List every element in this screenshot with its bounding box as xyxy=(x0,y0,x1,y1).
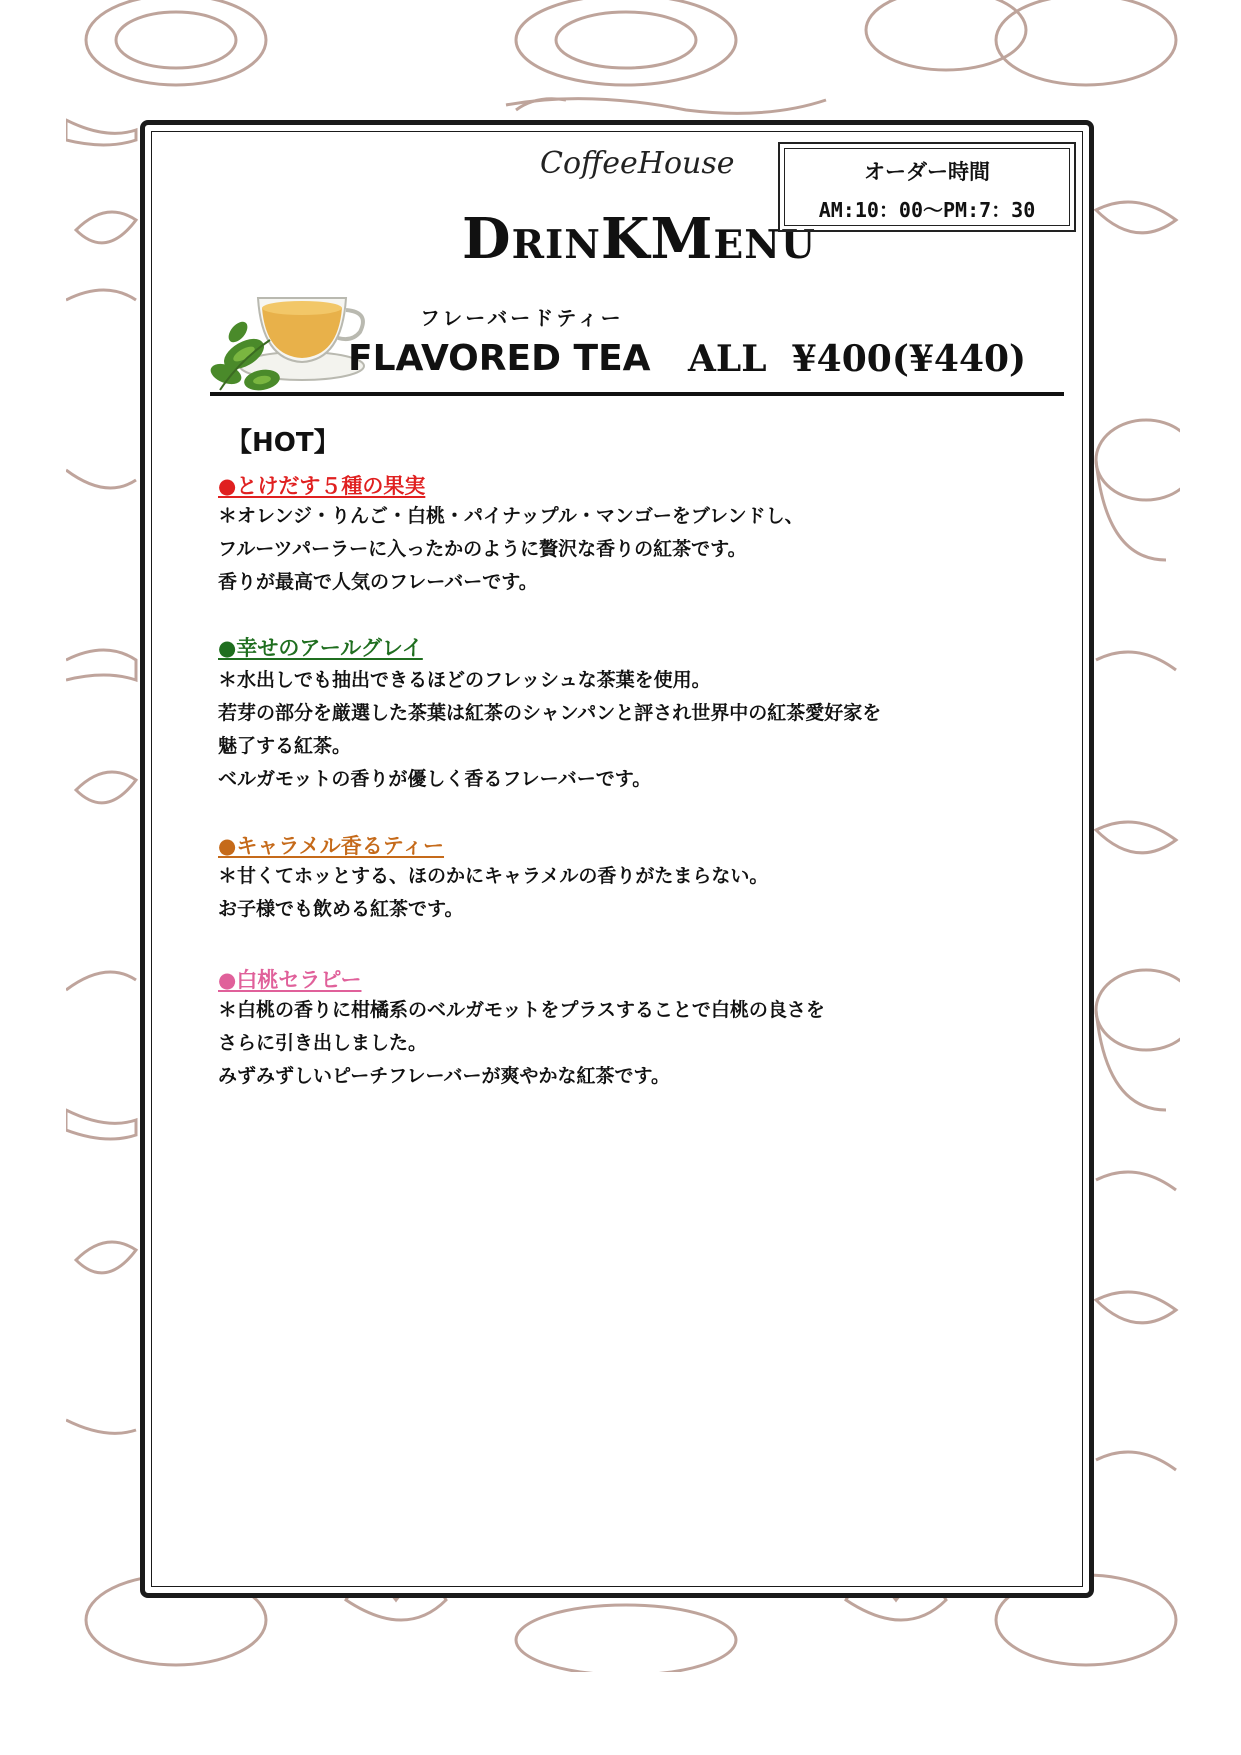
tea-section-price: ALL ¥400(¥440) xyxy=(688,338,1027,380)
brand-name: CoffeeHouse xyxy=(540,146,735,181)
order-hours-label: オーダー時間 xyxy=(864,160,990,184)
order-hours-box xyxy=(778,142,1076,232)
menu-item-name: ●白桃セラピー xyxy=(218,968,362,992)
section-divider xyxy=(210,392,1064,396)
menu-item-name: ●幸せのアールグレイ xyxy=(218,636,423,660)
menu-item-name: ●キャラメル香るティー xyxy=(218,834,445,858)
menu-item-description: ＊白桃の香りに柑橘系のベルガモットをプラスすることで白桃の良さを さらに引き出しました。 みずみずしいピーチフレーバーが爽やかな紅茶です。 xyxy=(218,999,825,1087)
tea-section-title: FLAVORED TEA xyxy=(348,338,651,379)
tea-cup-icon xyxy=(210,270,370,396)
menu-title: DrinKMenu xyxy=(462,206,816,272)
hot-label: 【HOT】 xyxy=(226,428,340,458)
order-hours-value: AM:10：00～PM:7：30 xyxy=(818,198,1036,222)
menu-item-description: ＊甘くてホッとする、ほのかにキャラメルの香りがたまらない。 お子様でも飲める紅茶です。 xyxy=(218,865,769,920)
menu-item-description: ＊オレンジ・りんご・白桃・パイナップル・マンゴーをブレンドし、 フルーツパーラーに入ったかのように贅沢な香りの紅茶です。 香りが最高で人気のフレーバーです。 xyxy=(218,505,804,593)
menu-item-name: ●とけだす５種の果実 xyxy=(218,474,426,498)
menu-item-description: ＊水出しでも抽出できるほどのフレッシュな茶葉を使用。 若芽の部分を厳選した茶葉は紅茶のシャンパンと評され世界中の紅茶愛好家を 魅了する紅茶。 ベルガモットの香りが優しく香るフレーバーです。 xyxy=(218,669,882,790)
tea-section-ruby: フレーバードティー xyxy=(420,306,624,330)
